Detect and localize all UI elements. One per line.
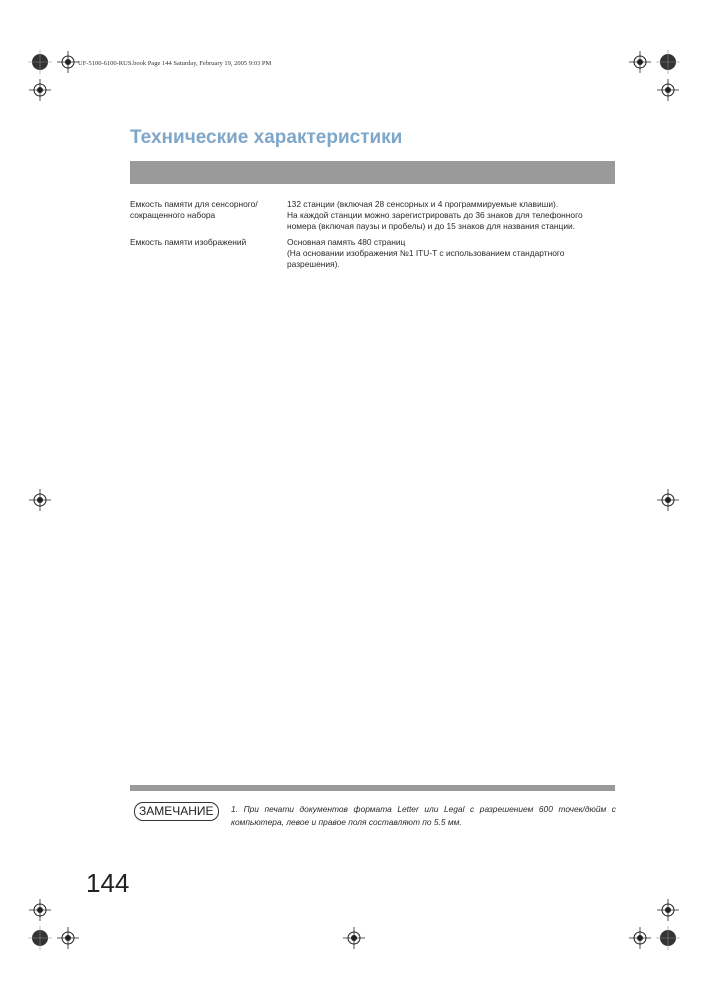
spec-value-line: разрешения). xyxy=(287,259,340,269)
section-title: Технические характеристики xyxy=(130,127,403,148)
book-file-header: UF-5100-6100-RUS.book Page 144 Saturday, February 19, 2005 9:03 PM xyxy=(78,60,272,67)
page-number: 144 xyxy=(86,868,130,898)
registration-mark-mid-right xyxy=(657,489,679,511)
registration-mark-bottom-right-upper xyxy=(657,899,679,921)
registration-mark-top-right-lower xyxy=(657,79,679,101)
registration-mark-top-left-dot xyxy=(28,50,52,74)
spec-label-line: сокращенного набора xyxy=(130,210,216,220)
registration-mark-bottom-center xyxy=(343,927,365,949)
registration-mark-bottom-left-upper xyxy=(29,899,51,921)
note-badge: ЗАМЕЧАНИЕ xyxy=(134,802,219,821)
registration-mark-top-left-cross xyxy=(57,51,79,73)
spec-value-line: Основная память 480 страниц xyxy=(287,237,406,247)
registration-mark-top-right-dot xyxy=(656,50,680,74)
registration-mark-bottom-right-cross xyxy=(629,927,651,949)
registration-mark-top-left-lower xyxy=(29,79,51,101)
note-text: 1. При печати документов формата Letter или Legal с разрешением 600 точек/дюйм с компьютера, левое и правое поля составляют по 5.5 мм. xyxy=(231,804,616,827)
registration-mark-bottom-left-cross xyxy=(57,927,79,949)
spec-value-line: 132 станции (включая 28 сенсорных и 4 программируемые клавиши). xyxy=(287,199,559,209)
registration-mark-bottom-right-dot xyxy=(656,926,680,950)
spec-label-line: Емкость памяти для сенсорного/ xyxy=(130,199,258,209)
spec-label-line: Емкость памяти изображений xyxy=(130,237,247,247)
registration-mark-mid-left xyxy=(29,489,51,511)
spec-value-line: (На основании изображения №1 ITU-T с использованием стандартного xyxy=(287,248,565,258)
spec-value-line: номера (включая паузы и пробелы) и до 15 знаков для названия станции. xyxy=(287,221,576,231)
registration-mark-top-right-cross xyxy=(629,51,651,73)
registration-mark-bottom-left-dot xyxy=(28,926,52,950)
spec-value-line: На каждой станции можно зарегистрировать до 36 знаков для телефонного xyxy=(287,210,583,220)
